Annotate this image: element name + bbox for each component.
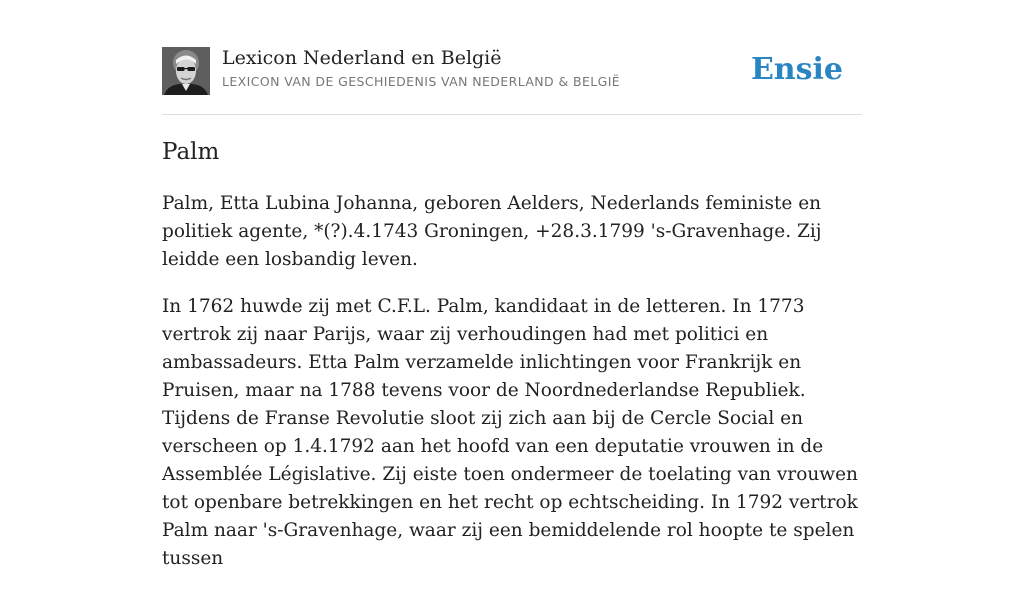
site-subtitle: LEXICON VAN DE GESCHIEDENIS VAN NEDERLAND & BELGIË	[222, 74, 621, 89]
article-title: Palm	[162, 139, 220, 165]
brand-logo[interactable]: Ensie	[750, 52, 843, 87]
site-header	[162, 46, 862, 115]
article-paragraph: Palm, Etta Lubina Johanna, geboren Aelders, Nederlands feministe en politiek agente, *(?).4.1743 Groningen, +28.3.1799 's-Gravenhage. Zij leidde een losbandig leven.	[162, 193, 822, 270]
article-body	[162, 190, 864, 592]
user-portrait-icon[interactable]	[162, 47, 210, 95]
site-title[interactable]: Lexicon Nederland en België	[222, 47, 502, 69]
article-paragraph: In 1762 huwde zij met C.F.L. Palm, kandidaat in de letteren. In 1773 vertrok zij naar Parijs, waar zij verhoudingen had met politici en ambassadeurs. Etta Palm verzamelde inlichtingen voor Frankrijk en Pruisen, maar na 1788 tevens voor de Noordnederlandse Republiek. Tijdens de Franse Revolutie sloot zij zich aan bij de Cercle Social en verscheen op 1.4.1792 aan het hoofd van een deputatie vrouwen in de Assemblée Législative. Zij eiste toen ondermeer de toelating van vrouwen tot openbare betrekkingen en het recht op echtscheiding. In 1792 vertrok Palm naar 's-Gravenhage, waar zij een bemiddelende rol hoopte te spelen tussen	[162, 296, 858, 569]
